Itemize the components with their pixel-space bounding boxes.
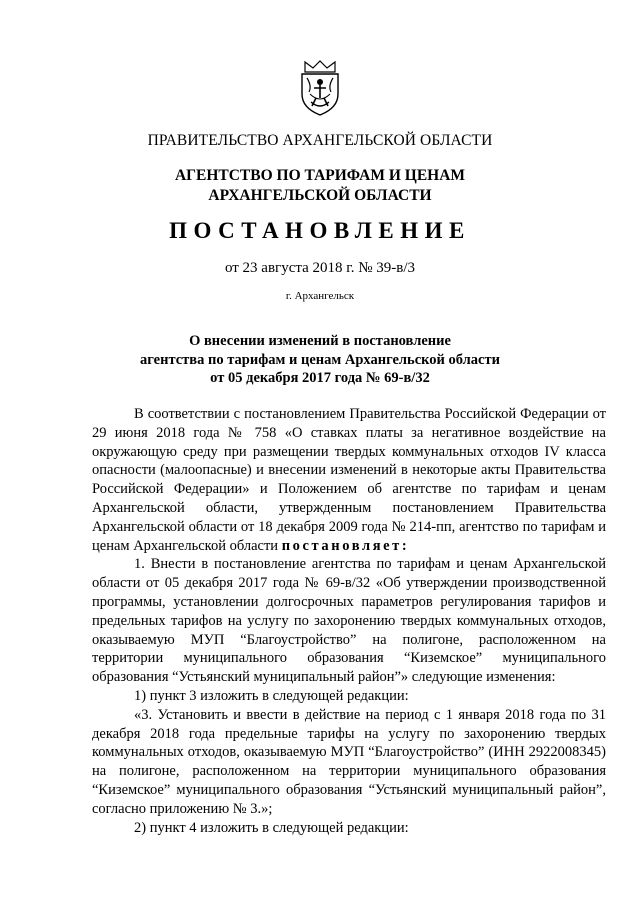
heading-line-1: О внесении изменений в постановление: [189, 333, 451, 349]
date-and-number: от 23 августа 2018 г. № 39-в/3: [224, 260, 416, 276]
subitem-1-paragraph: 1) пункт 3 изложить в следующей редакции:: [134, 687, 409, 704]
agency-name-line-1: АГЕНТСТВО ПО ТАРИФАМ И ЦЕНАМ: [174, 167, 466, 184]
document-type-title: ПОСТАНОВЛЕНИЕ: [169, 218, 471, 243]
preamble-text: В соответствии с постановлением Правительства Российской Федерации от 29 июня 2018 года № 758 «О ставках платы за негативное воздействие на окружающую среду при размещении твердых коммунальных отходов IV класса опасности (малоопасные) и внесении изменений в некоторые акты Правительства Российской Федерации» и Положением об агентстве по тарифам и ценам Архангельской области, утвержденным постановлением Правительства Архангельской области от 18 декабря 2009 года № 214-пп, агентство по тарифам и ценам Архангельской области: [92, 406, 606, 554]
government-name: ПРАВИТЕЛЬСТВО АРХАНГЕЛЬСКОЙ ОБЛАСТИ: [147, 132, 493, 149]
preamble-paragraph: [92, 405, 606, 555]
heading-line-3: от 05 декабря 2017 года № 69-в/32: [210, 370, 430, 386]
quoted-clause-3: «3. Установить и ввести в действие на период с 1 января 2018 года по 31 декабря 2018 года предельные тарифы на услугу по захоронению твердых коммунальных отходов, оказываемую МУП “Благоустройство” (ИНН 2922008345) на полигоне, расположенном на территории муниципального образования “Киземское” муниципального образования “Устьянский муниципальный район”, согласно приложению № 3.»;: [92, 706, 606, 817]
document-body: [92, 405, 606, 837]
document-heading: [0, 332, 640, 388]
city-name: г. Архангельск: [285, 290, 355, 302]
agency-name-line-2: АРХАНГЕЛЬСКОЙ ОБЛАСТИ: [208, 187, 432, 204]
item-1-paragraph: 1. Внести в постановление агентства по тарифам и ценам Архангельской области от 05 декабря 2017 года № 69-в/32 «Об утверждении производственной программы, установлении долгосрочных параметров регулирования тарифов и предельных тарифов на услугу по захоронению твердых коммунальных отходов, оказываемую МУП “Благоустройство” на полигоне, расположенном на территории муниципального образования “Киземское” муниципального образования “Устьянский муниципальный район”» следующие изменения:: [92, 556, 606, 686]
subitem-2-paragraph: 2) пункт 4 изложить в следующей редакции:: [134, 819, 409, 836]
heading-line-2: агентства по тарифам и ценам Архангельской области: [140, 351, 500, 368]
coat-of-arms-emblem-icon: [297, 58, 343, 118]
resolves-keyword: постановляет:: [281, 537, 410, 554]
agency-name: [0, 166, 640, 206]
